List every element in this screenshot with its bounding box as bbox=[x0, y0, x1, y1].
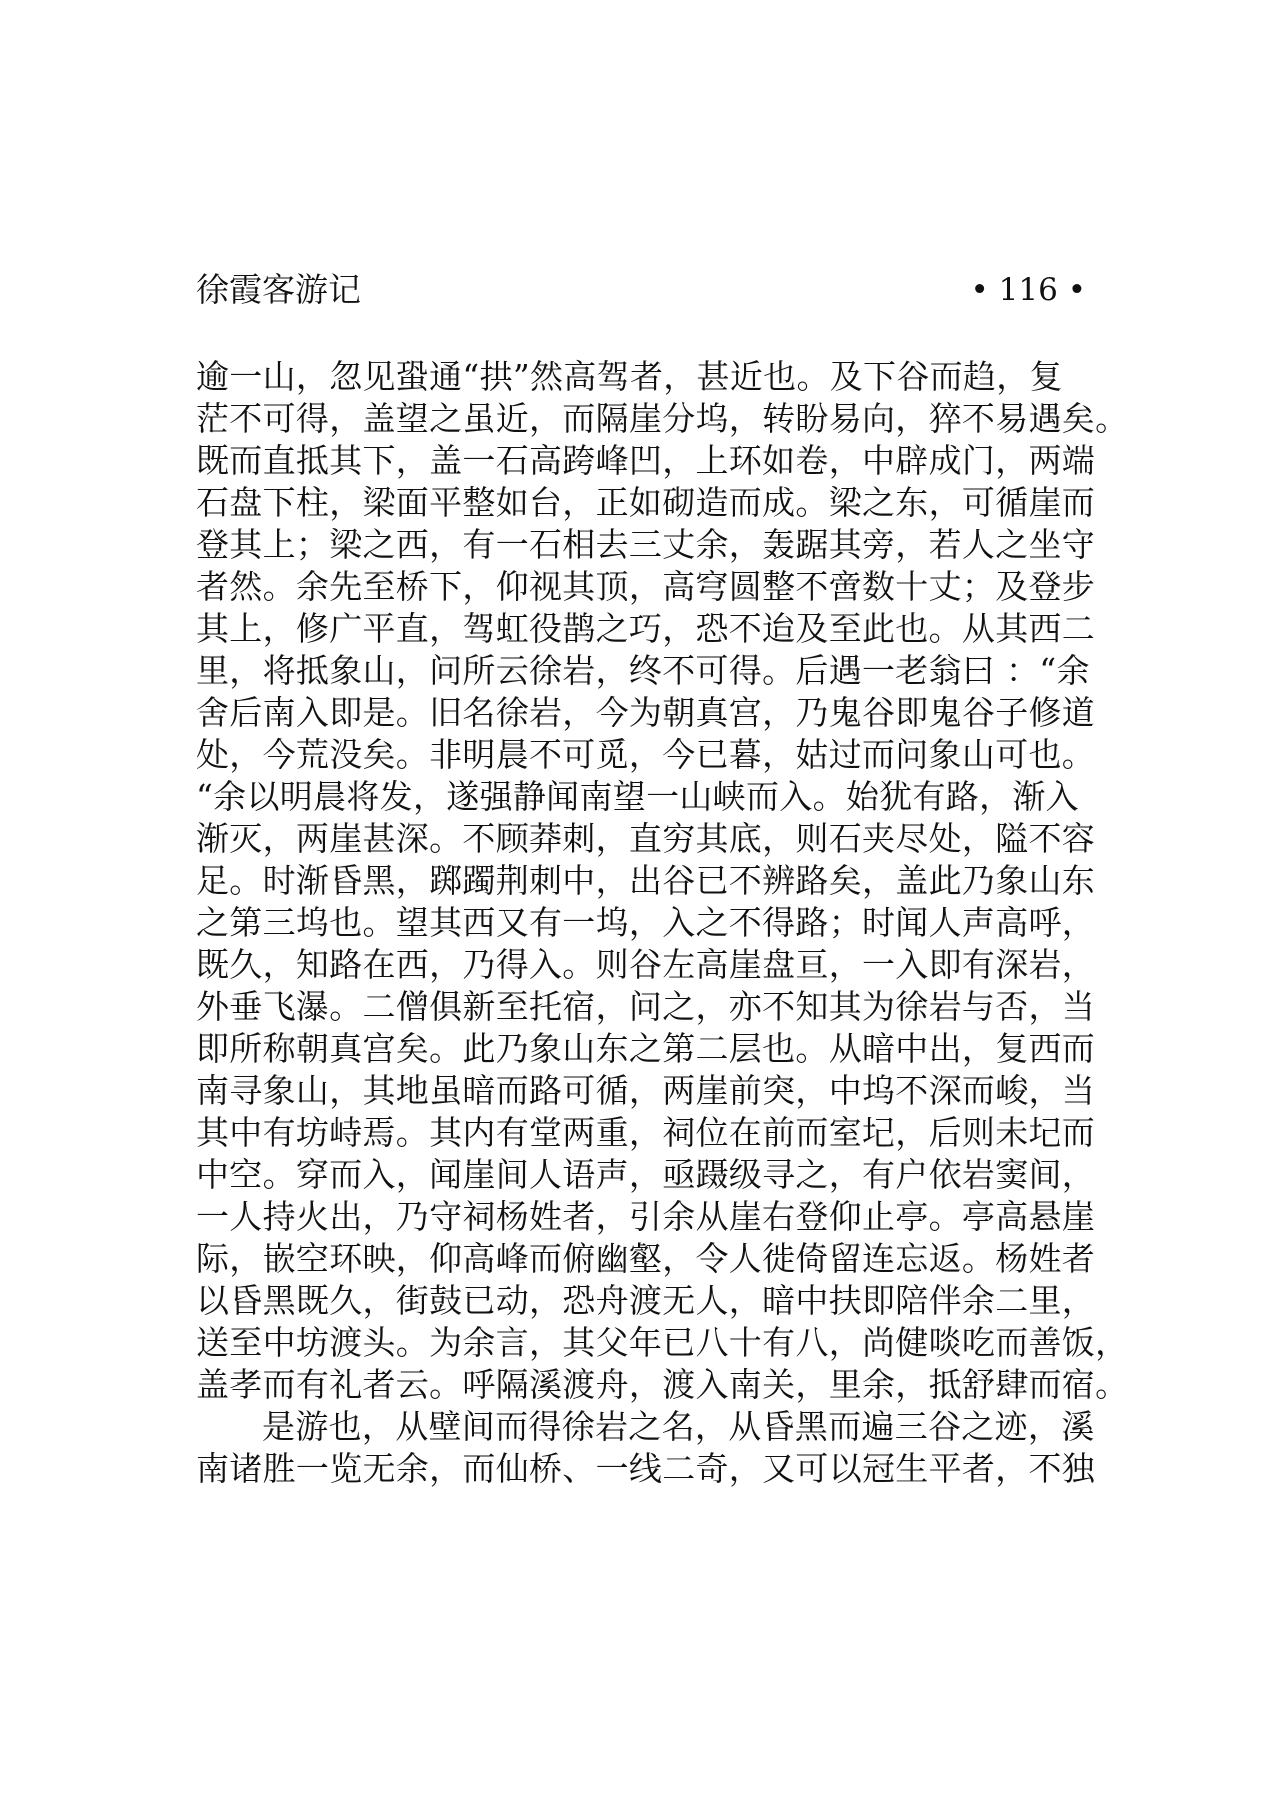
text-line: 中空。穿而入，闻崖间人语声，亟蹑级寻之，有户依岩窦间， bbox=[196, 1155, 1096, 1194]
text-line: 盖孝而有礼者云。呼隔溪渡舟，渡入南关，里余，抵舒肆而宿。 bbox=[196, 1365, 1129, 1404]
text-line: 足。时渐昏黑，踯躅荆刺中，出谷已不辨路矣，盖此乃象山东 bbox=[196, 861, 1096, 900]
text-line: 既而直抵其下，盖一石高跨峰凹，上环如卷，中辟成门，两端 bbox=[196, 441, 1096, 480]
text-line: 即所称朝真宫矣。此乃象山东之第二层也。从暗中出，复西而 bbox=[196, 1029, 1096, 1068]
text-line: 南寻象山，其地虽暗而路可循，两崖前突，中坞不深而峻，当 bbox=[196, 1071, 1096, 1110]
book-title: 徐霞客游记 bbox=[196, 270, 361, 309]
text-line: 外垂飞瀑。二僧俱新至托宿，问之，亦不知其为徐岩与否，当 bbox=[196, 987, 1096, 1026]
text-line: 际，嵌空环映，仰高峰而俯幽壑，令人徙倚留连忘返。杨姓者 bbox=[196, 1239, 1096, 1278]
text-line: 南诸胜一览无余，而仙桥、一线二奇，又可以冠生平者，不独 bbox=[196, 1449, 1096, 1488]
body-text bbox=[196, 356, 1129, 1490]
text-line: 者然。余先至桥下，仰视其顶，高穹圆整不啻数十丈；及登步 bbox=[196, 567, 1096, 606]
paragraph-start-line: 是游也，从壁间而得徐岩之名，从昏黑而遍三谷之迹，溪 bbox=[262, 1407, 1095, 1446]
text-line: 茫不可得，盖望之虽近，而隔崖分坞，转盼易向，猝不易遇矣。 bbox=[196, 399, 1129, 438]
text-line: 渐灭，两崖甚深。不顾莽刺，直穷其底，则石夹尽处，隘不容 bbox=[196, 819, 1096, 858]
text-line: 里，将抵象山，问所云徐岩，终不可得。后遇一老翁曰 ：“余 bbox=[196, 651, 1090, 690]
text-line: 以昏黑既久，街鼓已动，恐舟渡无人，暗中扶即陪伴余二里， bbox=[196, 1281, 1096, 1320]
text-line: 既久，知路在西，乃得入。则谷左高崖盘亘，一入即有深岩， bbox=[196, 945, 1096, 984]
text-line: 其中有坊峙焉。其内有堂两重，祠位在前而室圮，后则未圮而 bbox=[196, 1113, 1096, 1152]
text-line: 其上，修广平直，驾虹役鹊之巧，恐不迨及至此也。从其西二 bbox=[196, 609, 1096, 648]
text-line: 处，今荒没矣。非明晨不可觅，今已暮，姑过而问象山可也。 bbox=[196, 735, 1096, 774]
text-line: 登其上；梁之西，有一石相去三丈余，轰踞其旁，若人之坐守 bbox=[196, 525, 1096, 564]
text-line: 石盘下柱，梁面平整如台，正如砌造而成。梁之东，可循崖而 bbox=[196, 483, 1096, 522]
text-line: 舍后南入即是。旧名徐岩，今为朝真宫，乃鬼谷即鬼谷子修道 bbox=[196, 693, 1096, 732]
page-number: • 116 • bbox=[970, 272, 1086, 308]
text-line: 之第三坞也。望其西又有一坞，入之不得路；时闻人声高呼， bbox=[196, 903, 1096, 942]
running-header bbox=[196, 266, 1086, 314]
text-line: “余以明晨将发，遂强静闻南望一山峡而入。始犹有路，渐入 bbox=[196, 777, 1079, 816]
text-line: 一人持火出，乃守祠杨姓者，引余从崖右登仰止亭。亭高悬崖 bbox=[196, 1197, 1096, 1236]
text-line: 送至中坊渡头。为余言，其父年已八十有八，尚健啖吃而善饭， bbox=[196, 1323, 1129, 1362]
text-line: 逾一山，忽见蛩通“拱”然高驾者，甚近也。及下谷而趋，复 bbox=[196, 357, 1063, 396]
